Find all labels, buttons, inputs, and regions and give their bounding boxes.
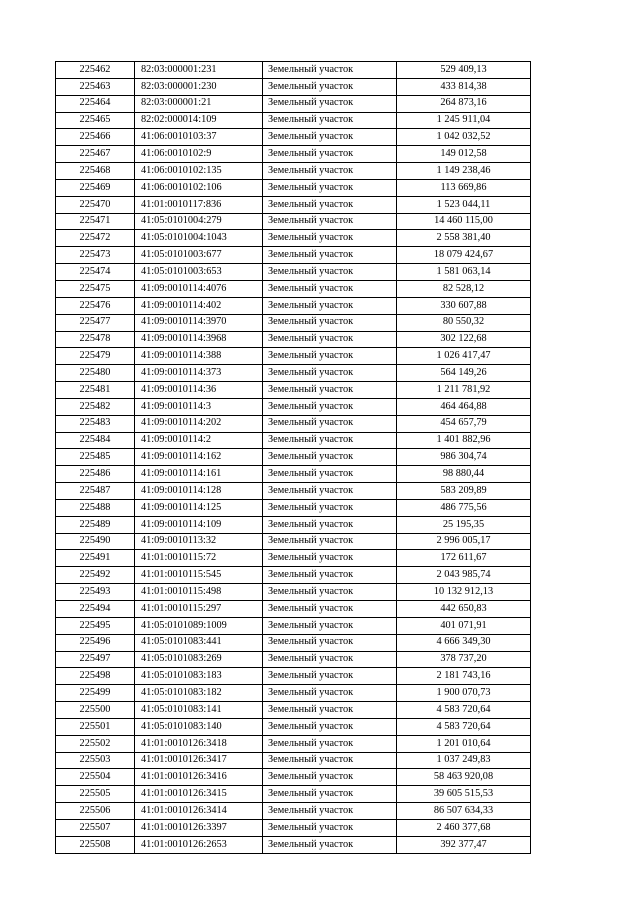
row-number-cell: 225481	[56, 382, 135, 399]
cadastral-value-cell: 14 460 115,00	[397, 213, 531, 230]
table-row	[56, 584, 531, 601]
object-type-cell: Земельный участок	[263, 129, 397, 146]
object-type-cell: Земельный участок	[263, 280, 397, 297]
cadastral-number-cell: 41:01:0010126:3416	[135, 769, 263, 786]
object-type-cell: Земельный участок	[263, 516, 397, 533]
cadastral-value-cell: 2 043 985,74	[397, 567, 531, 584]
table-row	[56, 398, 531, 415]
cadastral-number-cell: 41:09:0010114:4076	[135, 280, 263, 297]
cadastral-number-cell: 41:05:0101083:269	[135, 651, 263, 668]
object-type-cell: Земельный участок	[263, 179, 397, 196]
object-type-cell: Земельный участок	[263, 735, 397, 752]
cadastral-number-cell: 41:06:0010103:37	[135, 129, 263, 146]
object-type-cell: Земельный участок	[263, 584, 397, 601]
cadastral-value-cell: 1 245 911,04	[397, 112, 531, 129]
row-number-cell: 225504	[56, 769, 135, 786]
row-number-cell: 225475	[56, 280, 135, 297]
table-row	[56, 432, 531, 449]
cadastral-number-cell: 41:05:0101004:279	[135, 213, 263, 230]
cadastral-number-cell: 41:09:0010114:2	[135, 432, 263, 449]
cadastral-value-cell: 149 012,58	[397, 146, 531, 163]
table-row	[56, 567, 531, 584]
object-type-cell: Земельный участок	[263, 365, 397, 382]
object-type-cell: Земельный участок	[263, 415, 397, 432]
table-row	[56, 213, 531, 230]
object-type-cell: Земельный участок	[263, 786, 397, 803]
cadastral-number-cell: 41:05:0101083:140	[135, 718, 263, 735]
cadastral-value-cell: 330 607,88	[397, 297, 531, 314]
table-row	[56, 516, 531, 533]
cadastral-number-cell: 41:05:0101003:677	[135, 247, 263, 264]
table-row	[56, 112, 531, 129]
cadastral-number-cell: 41:01:0010115:498	[135, 584, 263, 601]
row-number-cell: 225500	[56, 702, 135, 719]
cadastral-number-cell: 41:01:0010126:3417	[135, 752, 263, 769]
cadastral-number-cell: 41:05:0101083:183	[135, 668, 263, 685]
table-row	[56, 668, 531, 685]
object-type-cell: Земельный участок	[263, 803, 397, 820]
table-row	[56, 78, 531, 95]
cadastral-value-cell: 98 880,44	[397, 466, 531, 483]
table-row	[56, 179, 531, 196]
cadastral-number-cell: 41:05:0101083:141	[135, 702, 263, 719]
cadastral-number-cell: 41:09:0010114:3970	[135, 314, 263, 331]
cadastral-value-cell: 464 464,88	[397, 398, 531, 415]
cadastral-number-cell: 41:09:0010114:125	[135, 499, 263, 516]
cadastral-value-cell: 264 873,16	[397, 95, 531, 112]
row-number-cell: 225486	[56, 466, 135, 483]
row-number-cell: 225502	[56, 735, 135, 752]
object-type-cell: Земельный участок	[263, 398, 397, 415]
cadastral-number-cell: 41:05:0101004:1043	[135, 230, 263, 247]
cadastral-number-cell: 41:09:0010114:388	[135, 348, 263, 365]
cadastral-number-cell: 41:09:0010114:128	[135, 483, 263, 500]
object-type-cell: Земельный участок	[263, 112, 397, 129]
cadastral-number-cell: 41:05:0101003:653	[135, 264, 263, 281]
object-type-cell: Земельный участок	[263, 685, 397, 702]
cadastral-number-cell: 41:06:0010102:9	[135, 146, 263, 163]
cadastral-number-cell: 41:06:0010102:106	[135, 179, 263, 196]
cadastral-number-cell: 41:09:0010114:162	[135, 449, 263, 466]
object-type-cell: Земельный участок	[263, 382, 397, 399]
cadastral-value-cell: 1 581 063,14	[397, 264, 531, 281]
row-number-cell: 225487	[56, 483, 135, 500]
cadastral-number-cell: 41:01:0010126:2653	[135, 836, 263, 853]
table-row	[56, 499, 531, 516]
object-type-cell: Земельный участок	[263, 533, 397, 550]
cadastral-number-cell: 82:02:000014:109	[135, 112, 263, 129]
row-number-cell: 225476	[56, 297, 135, 314]
row-number-cell: 225467	[56, 146, 135, 163]
row-number-cell: 225506	[56, 803, 135, 820]
row-number-cell: 225472	[56, 230, 135, 247]
cadastral-value-cell: 302 122,68	[397, 331, 531, 348]
row-number-cell: 225503	[56, 752, 135, 769]
cadastral-value-cell: 4 583 720,64	[397, 718, 531, 735]
cadastral-number-cell: 41:05:0101089:1009	[135, 617, 263, 634]
row-number-cell: 225508	[56, 836, 135, 853]
cadastral-value-cell: 4 583 720,64	[397, 702, 531, 719]
object-type-cell: Земельный участок	[263, 499, 397, 516]
cadastral-value-cell: 401 071,91	[397, 617, 531, 634]
cadastral-value-cell: 1 026 417,47	[397, 348, 531, 365]
table-row	[56, 836, 531, 853]
cadastral-value-cell: 1 900 070,73	[397, 685, 531, 702]
row-number-cell: 225465	[56, 112, 135, 129]
object-type-cell: Земельный участок	[263, 651, 397, 668]
object-type-cell: Земельный участок	[263, 617, 397, 634]
object-type-cell: Земельный участок	[263, 95, 397, 112]
cadastral-number-cell: 41:01:0010126:3418	[135, 735, 263, 752]
object-type-cell: Земельный участок	[263, 819, 397, 836]
table-row	[56, 651, 531, 668]
object-type-cell: Земельный участок	[263, 331, 397, 348]
cadastral-value-cell: 583 209,89	[397, 483, 531, 500]
cadastral-value-cell: 529 409,13	[397, 62, 531, 79]
cadastral-value-cell: 4 666 349,30	[397, 634, 531, 651]
table-row	[56, 62, 531, 79]
row-number-cell: 225505	[56, 786, 135, 803]
cadastral-number-cell: 41:01:0010126:3414	[135, 803, 263, 820]
object-type-cell: Земельный участок	[263, 466, 397, 483]
row-number-cell: 225468	[56, 163, 135, 180]
table-row	[56, 634, 531, 651]
cadastral-value-cell: 58 463 920,08	[397, 769, 531, 786]
cadastral-value-cell: 10 132 912,13	[397, 584, 531, 601]
table-row	[56, 786, 531, 803]
cadastral-number-cell: 41:09:0010114:202	[135, 415, 263, 432]
object-type-cell: Земельный участок	[263, 668, 397, 685]
cadastral-number-cell: 82:03:000001:21	[135, 95, 263, 112]
table-row	[56, 685, 531, 702]
cadastral-value-cell: 454 657,79	[397, 415, 531, 432]
cadastral-value-cell: 1 201 010,64	[397, 735, 531, 752]
cadastral-value-cell: 18 079 424,67	[397, 247, 531, 264]
table-row	[56, 752, 531, 769]
table-row	[56, 702, 531, 719]
table-row	[56, 819, 531, 836]
cadastral-value-cell: 1 523 044,11	[397, 196, 531, 213]
object-type-cell: Земельный участок	[263, 752, 397, 769]
cadastral-value-cell: 986 304,74	[397, 449, 531, 466]
table-row	[56, 348, 531, 365]
cadastral-number-cell: 41:06:0010102:135	[135, 163, 263, 180]
cadastral-number-cell: 41:01:0010115:545	[135, 567, 263, 584]
table-row	[56, 146, 531, 163]
row-number-cell: 225473	[56, 247, 135, 264]
object-type-cell: Земельный участок	[263, 432, 397, 449]
table-row	[56, 769, 531, 786]
cadastral-number-cell: 41:09:0010114:161	[135, 466, 263, 483]
table-row	[56, 331, 531, 348]
table-row	[56, 735, 531, 752]
row-number-cell: 225499	[56, 685, 135, 702]
object-type-cell: Земельный участок	[263, 230, 397, 247]
row-number-cell: 225463	[56, 78, 135, 95]
cadastral-value-cell: 1 042 032,52	[397, 129, 531, 146]
row-number-cell: 225497	[56, 651, 135, 668]
cadastral-value-cell: 2 181 743,16	[397, 668, 531, 685]
cadastral-number-cell: 41:09:0010114:36	[135, 382, 263, 399]
table-row	[56, 280, 531, 297]
cadastral-value-table	[55, 61, 531, 854]
row-number-cell: 225480	[56, 365, 135, 382]
object-type-cell: Земельный участок	[263, 601, 397, 618]
table-row	[56, 365, 531, 382]
row-number-cell: 225478	[56, 331, 135, 348]
cadastral-value-cell: 86 507 634,33	[397, 803, 531, 820]
cadastral-value-cell: 486 775,56	[397, 499, 531, 516]
cadastral-value-cell: 25 195,35	[397, 516, 531, 533]
cadastral-number-cell: 41:01:0010115:297	[135, 601, 263, 618]
table-row	[56, 617, 531, 634]
table-row	[56, 196, 531, 213]
object-type-cell: Земельный участок	[263, 163, 397, 180]
object-type-cell: Земельный участок	[263, 550, 397, 567]
row-number-cell: 225469	[56, 179, 135, 196]
table-row	[56, 803, 531, 820]
row-number-cell: 225483	[56, 415, 135, 432]
cadastral-value-cell: 2 460 377,68	[397, 819, 531, 836]
cadastral-number-cell: 41:09:0010114:373	[135, 365, 263, 382]
object-type-cell: Земельный участок	[263, 769, 397, 786]
cadastral-value-cell: 113 669,86	[397, 179, 531, 196]
row-number-cell: 225495	[56, 617, 135, 634]
row-number-cell: 225501	[56, 718, 135, 735]
object-type-cell: Земельный участок	[263, 314, 397, 331]
table-row	[56, 449, 531, 466]
table-row	[56, 95, 531, 112]
cadastral-value-cell: 378 737,20	[397, 651, 531, 668]
cadastral-number-cell: 41:09:0010114:3	[135, 398, 263, 415]
object-type-cell: Земельный участок	[263, 449, 397, 466]
row-number-cell: 225479	[56, 348, 135, 365]
row-number-cell: 225471	[56, 213, 135, 230]
cadastral-number-cell: 41:01:0010126:3415	[135, 786, 263, 803]
cadastral-number-cell: 41:09:0010114:3968	[135, 331, 263, 348]
table-row	[56, 247, 531, 264]
table-row	[56, 466, 531, 483]
object-type-cell: Земельный участок	[263, 62, 397, 79]
row-number-cell: 225464	[56, 95, 135, 112]
object-type-cell: Земельный участок	[263, 718, 397, 735]
cadastral-number-cell: 41:01:0010117:836	[135, 196, 263, 213]
row-number-cell: 225485	[56, 449, 135, 466]
cadastral-value-cell: 442 650,83	[397, 601, 531, 618]
cadastral-number-cell: 41:01:0010126:3397	[135, 819, 263, 836]
cadastral-value-cell: 2 996 005,17	[397, 533, 531, 550]
row-number-cell: 225474	[56, 264, 135, 281]
cadastral-number-cell: 41:09:0010113:32	[135, 533, 263, 550]
cadastral-number-cell: 41:09:0010114:402	[135, 297, 263, 314]
table-row	[56, 533, 531, 550]
cadastral-value-cell: 392 377,47	[397, 836, 531, 853]
row-number-cell: 225482	[56, 398, 135, 415]
object-type-cell: Земельный участок	[263, 634, 397, 651]
object-type-cell: Земельный участок	[263, 146, 397, 163]
cadastral-value-cell: 1 149 238,46	[397, 163, 531, 180]
table-row	[56, 264, 531, 281]
cadastral-number-cell: 41:01:0010115:72	[135, 550, 263, 567]
row-number-cell: 225484	[56, 432, 135, 449]
object-type-cell: Земельный участок	[263, 196, 397, 213]
row-number-cell: 225491	[56, 550, 135, 567]
row-number-cell: 225470	[56, 196, 135, 213]
object-type-cell: Земельный участок	[263, 836, 397, 853]
cadastral-value-cell: 433 814,38	[397, 78, 531, 95]
cadastral-value-cell: 82 528,12	[397, 280, 531, 297]
cadastral-value-cell: 172 611,67	[397, 550, 531, 567]
object-type-cell: Земельный участок	[263, 78, 397, 95]
row-number-cell: 225492	[56, 567, 135, 584]
row-number-cell: 225466	[56, 129, 135, 146]
object-type-cell: Земельный участок	[263, 264, 397, 281]
object-type-cell: Земельный участок	[263, 483, 397, 500]
object-type-cell: Земельный участок	[263, 213, 397, 230]
cadastral-number-cell: 41:05:0101083:441	[135, 634, 263, 651]
row-number-cell: 225496	[56, 634, 135, 651]
row-number-cell: 225489	[56, 516, 135, 533]
object-type-cell: Земельный участок	[263, 348, 397, 365]
row-number-cell: 225494	[56, 601, 135, 618]
object-type-cell: Земельный участок	[263, 247, 397, 264]
cadastral-value-cell: 1 401 882,96	[397, 432, 531, 449]
table-row	[56, 550, 531, 567]
cadastral-value-cell: 2 558 381,40	[397, 230, 531, 247]
table-row	[56, 230, 531, 247]
row-number-cell: 225462	[56, 62, 135, 79]
object-type-cell: Земельный участок	[263, 567, 397, 584]
cadastral-number-cell: 41:05:0101083:182	[135, 685, 263, 702]
table-row	[56, 129, 531, 146]
table-row	[56, 297, 531, 314]
cadastral-value-cell: 1 037 249,83	[397, 752, 531, 769]
row-number-cell: 225490	[56, 533, 135, 550]
table-row	[56, 163, 531, 180]
row-number-cell: 225493	[56, 584, 135, 601]
row-number-cell: 225507	[56, 819, 135, 836]
object-type-cell: Земельный участок	[263, 702, 397, 719]
cadastral-number-cell: 41:09:0010114:109	[135, 516, 263, 533]
row-number-cell: 225488	[56, 499, 135, 516]
table-row	[56, 483, 531, 500]
cadastral-number-cell: 82:03:000001:230	[135, 78, 263, 95]
cadastral-value-cell: 39 605 515,53	[397, 786, 531, 803]
cadastral-value-cell: 1 211 781,92	[397, 382, 531, 399]
row-number-cell: 225498	[56, 668, 135, 685]
table-body	[56, 62, 531, 854]
table-row	[56, 314, 531, 331]
table-row	[56, 415, 531, 432]
row-number-cell: 225477	[56, 314, 135, 331]
cadastral-value-cell: 80 550,32	[397, 314, 531, 331]
table-row	[56, 382, 531, 399]
table-row	[56, 718, 531, 735]
object-type-cell: Земельный участок	[263, 297, 397, 314]
cadastral-number-cell: 82:03:000001:231	[135, 62, 263, 79]
cadastral-value-cell: 564 149,26	[397, 365, 531, 382]
table-row	[56, 601, 531, 618]
